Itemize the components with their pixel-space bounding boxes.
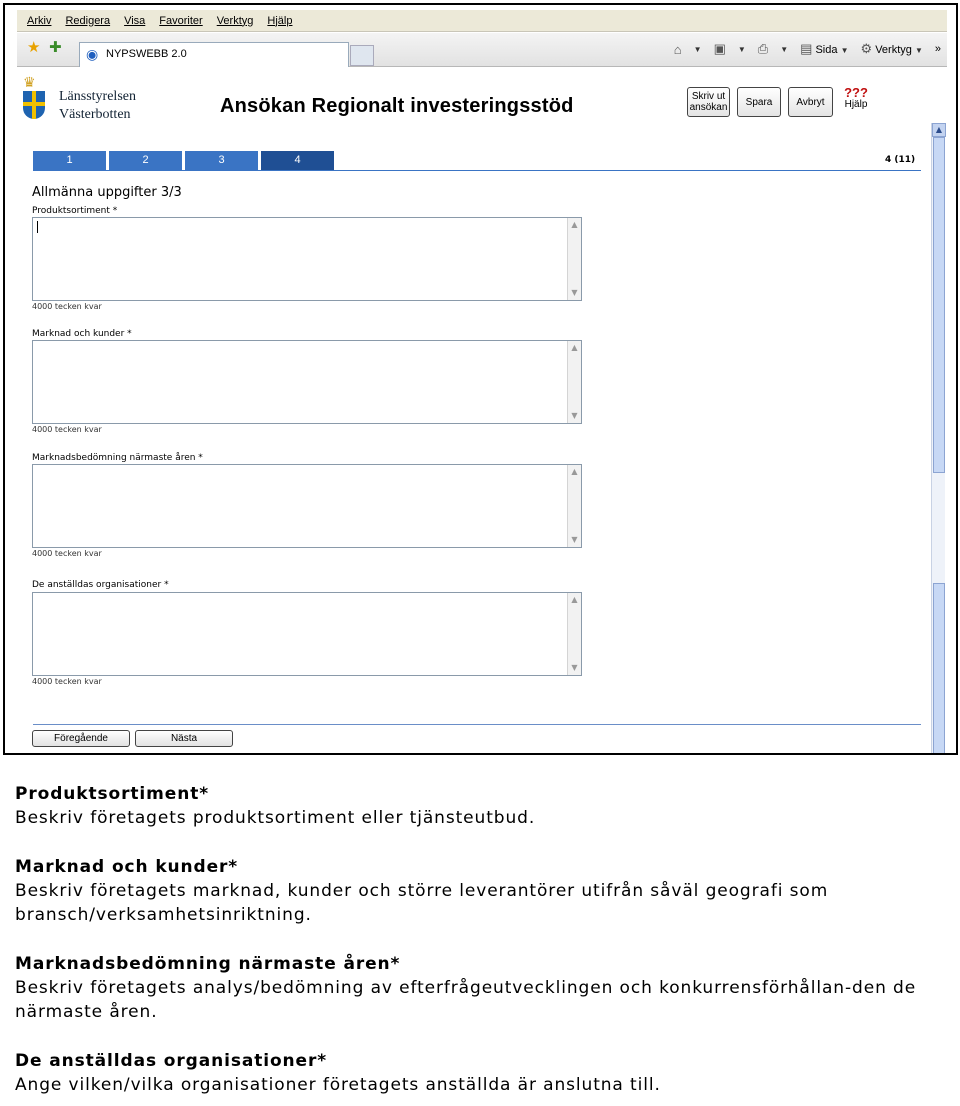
gear-icon: ⚙ [860,41,873,56]
description-text: Beskriv företagets marknad, kunder och större leverantörer utifrån såväl geografi som bransch/verksamhetsinriktning. [15,881,829,925]
scroll-up-icon[interactable]: ▲ [571,595,578,604]
step-1[interactable]: 1 [33,151,106,170]
textarea-marknad-kunder[interactable] [32,340,582,424]
page-icon: ▤ [800,41,813,56]
description-marknad [15,855,950,927]
favorites-star-icon[interactable]: ★ [27,38,41,56]
scroll-down-icon[interactable]: ▼ [571,663,578,672]
textarea-scrollbar[interactable] [567,218,581,300]
page-title: Ansökan Regionalt investeringsstöd [220,95,574,117]
logo-text-line2: Västerbotten [59,107,131,122]
browser-tab[interactable] [79,42,349,67]
home-icon[interactable]: ⌂ [673,41,682,57]
scroll-up-icon[interactable]: ▲ [571,220,578,229]
description-title: Marknad och kunder* [15,857,239,877]
char-counter: 4000 tecken kvar [32,425,102,434]
text-caret [37,221,38,233]
scroll-down-icon[interactable]: ▼ [571,288,578,297]
divider [33,724,921,725]
previous-button[interactable]: Föregående [32,730,130,747]
description-organisationer [15,1049,950,1097]
chevron-down-icon: ▼ [914,46,923,55]
description-text: Ange vilken/vilka organisationer företagets anställda är anslutna till. [15,1075,661,1095]
screenshot-frame [3,3,958,755]
feeds-icon[interactable]: ▣ [713,41,726,56]
divider [33,170,921,171]
scroll-down-icon[interactable]: ▼ [571,411,578,420]
textarea-scrollbar[interactable] [567,465,581,547]
help-label: Hjälp [844,99,868,110]
step-2[interactable]: 2 [109,151,182,170]
tools-menu-button[interactable]: ⚙ Verktyg ▼ [860,41,923,56]
browser-tab-bar [17,33,947,67]
textarea-scrollbar[interactable] [567,593,581,675]
print-icon[interactable]: ⎙ [757,41,769,56]
description-text: Beskriv företagets produktsortiment eller tjänsteutbud. [15,808,536,828]
scroll-down-icon[interactable]: ▼ [571,535,578,544]
description-title: De anställdas organisationer* [15,1051,328,1071]
chevron-down-icon[interactable]: ▼ [780,44,789,54]
field-label-produktsortiment: Produktsortiment * [32,206,118,216]
help-icon: ??? [844,85,868,100]
textarea-marknadsbedomning[interactable] [32,464,582,548]
menu-item-verktyg[interactable]: Verktyg [216,14,254,27]
scrollbar-thumb[interactable] [933,137,945,473]
tab-title: NYPSWEBB 2.0 [106,48,187,60]
textarea-produktsortiment[interactable] [32,217,582,301]
menu-item-favoriter[interactable]: Favoriter [159,14,203,27]
web-page [17,67,931,755]
char-counter: 4000 tecken kvar [32,302,102,311]
save-button[interactable]: Spara [737,87,781,117]
step-navigation [33,151,334,170]
field-descriptions [15,782,950,1097]
field-label-marknadsbedomning: Marknadsbedömning närmaste åren * [32,453,203,463]
cancel-button[interactable]: Avbryt [788,87,833,117]
chevron-down-icon[interactable]: ▼ [737,44,746,54]
browser-menu-bar [17,10,947,32]
crown-icon: ♛ [23,75,36,91]
step-4[interactable]: 4 [261,151,334,170]
command-bar [674,41,941,57]
menu-item-redigera[interactable]: Redigera [65,14,111,27]
section-title: Allmänna uppgifter 3/3 [32,185,182,200]
scroll-up-icon[interactable]: ▲ [571,467,578,476]
description-marknadsbedomning [15,952,950,1024]
page-counter: 4 (11) [885,155,916,165]
logo [21,75,161,131]
chevron-down-icon[interactable]: ▼ [693,44,702,54]
menu-item-visa[interactable]: Visa [124,14,146,27]
scroll-up-icon[interactable]: ▲ [571,343,578,352]
description-produktsortiment [15,782,950,830]
step-3[interactable]: 3 [185,151,258,170]
field-label-organisationer: De anställdas organisationer * [32,580,169,590]
description-title: Produktsortiment* [15,784,210,804]
textarea-anstalldas-organisationer[interactable] [32,592,582,676]
textarea-scrollbar[interactable] [567,341,581,423]
page-scrollbar[interactable] [931,123,945,755]
description-text: Beskriv företagets analys/bedömning av efterfrågeutvecklingen och konkurrensförhållan-den de närmaste åren. [15,978,917,1022]
menu-item-hjalp[interactable]: Hjälp [267,14,293,27]
help-button[interactable] [841,87,871,110]
more-commands-button[interactable]: » [934,43,941,55]
logo-text-line1: Länsstyrelsen [59,89,136,104]
ie-page-icon: ◉ [86,46,99,62]
menu-item-arkiv[interactable]: Arkiv [27,14,52,27]
chevron-down-icon: ▼ [840,46,849,55]
print-application-button[interactable]: Skriv ut ansökan [687,87,730,117]
field-label-marknad: Marknad och kunder * [32,329,132,339]
new-tab-button[interactable] [350,45,374,66]
scrollbar-track-segment[interactable] [933,583,945,755]
description-title: Marknadsbedömning närmaste åren* [15,954,401,974]
scroll-up-icon[interactable]: ▲ [932,123,946,137]
page-menu-button[interactable]: ▤ Sida ▼ [800,41,849,56]
char-counter: 4000 tecken kvar [32,677,102,686]
next-button[interactable]: Nästa [135,730,233,747]
add-favorite-icon[interactable]: ✚ [49,38,62,56]
char-counter: 4000 tecken kvar [32,549,102,558]
